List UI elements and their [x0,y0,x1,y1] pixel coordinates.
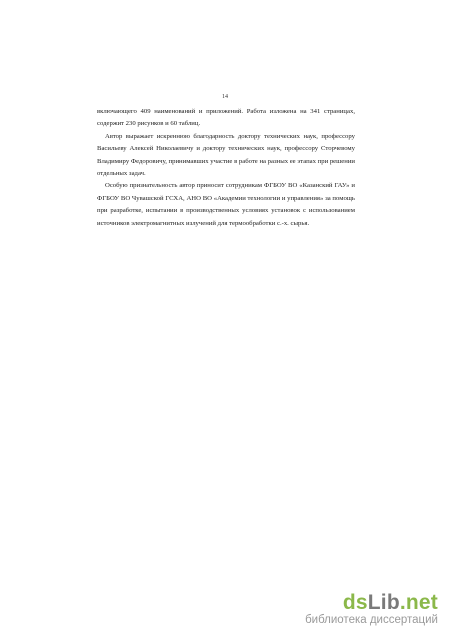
logo-net-text: .net [399,591,438,614]
paragraph-bibliography-summary: включающего 409 наименований и приложений. Работа изложена на 341 страницах, содержит 230 рисунков и 60 таблиц. [97,108,355,128]
logo-ds-text: ds [342,591,368,614]
document-body [97,106,355,230]
dslib-logo [305,592,438,614]
logo-lib-text: Lib [367,591,400,614]
paragraph-acknowledgement-institutions: Особую признательность автор приносит сотрудникам ФГБОУ ВО «Казанский ГАУ» и ФГБОУ ВО Чувашской ГСХА, АНО ВО «Академии технологии и управления» за помощь при разработке, испытании в производственных условиях установок с использованием источников электромагнитных излучений для термообработки с.-х. сырья. [97,182,355,227]
page-number: 14 [222,94,228,100]
watermark-caption: библиотека диссертаций [305,614,438,626]
dslib-watermark[interactable] [305,592,438,627]
paragraph-acknowledgement-professors: Автор выражает искреннюю благодарность доктору технических наук, профессору Васильеву Алексей Николаевичу и доктору технических наук, профессору Сторчевому Владимиру Федоровичу, принимавших участие в работе на разных ее этапах при решении отдельных задач. [97,132,355,178]
